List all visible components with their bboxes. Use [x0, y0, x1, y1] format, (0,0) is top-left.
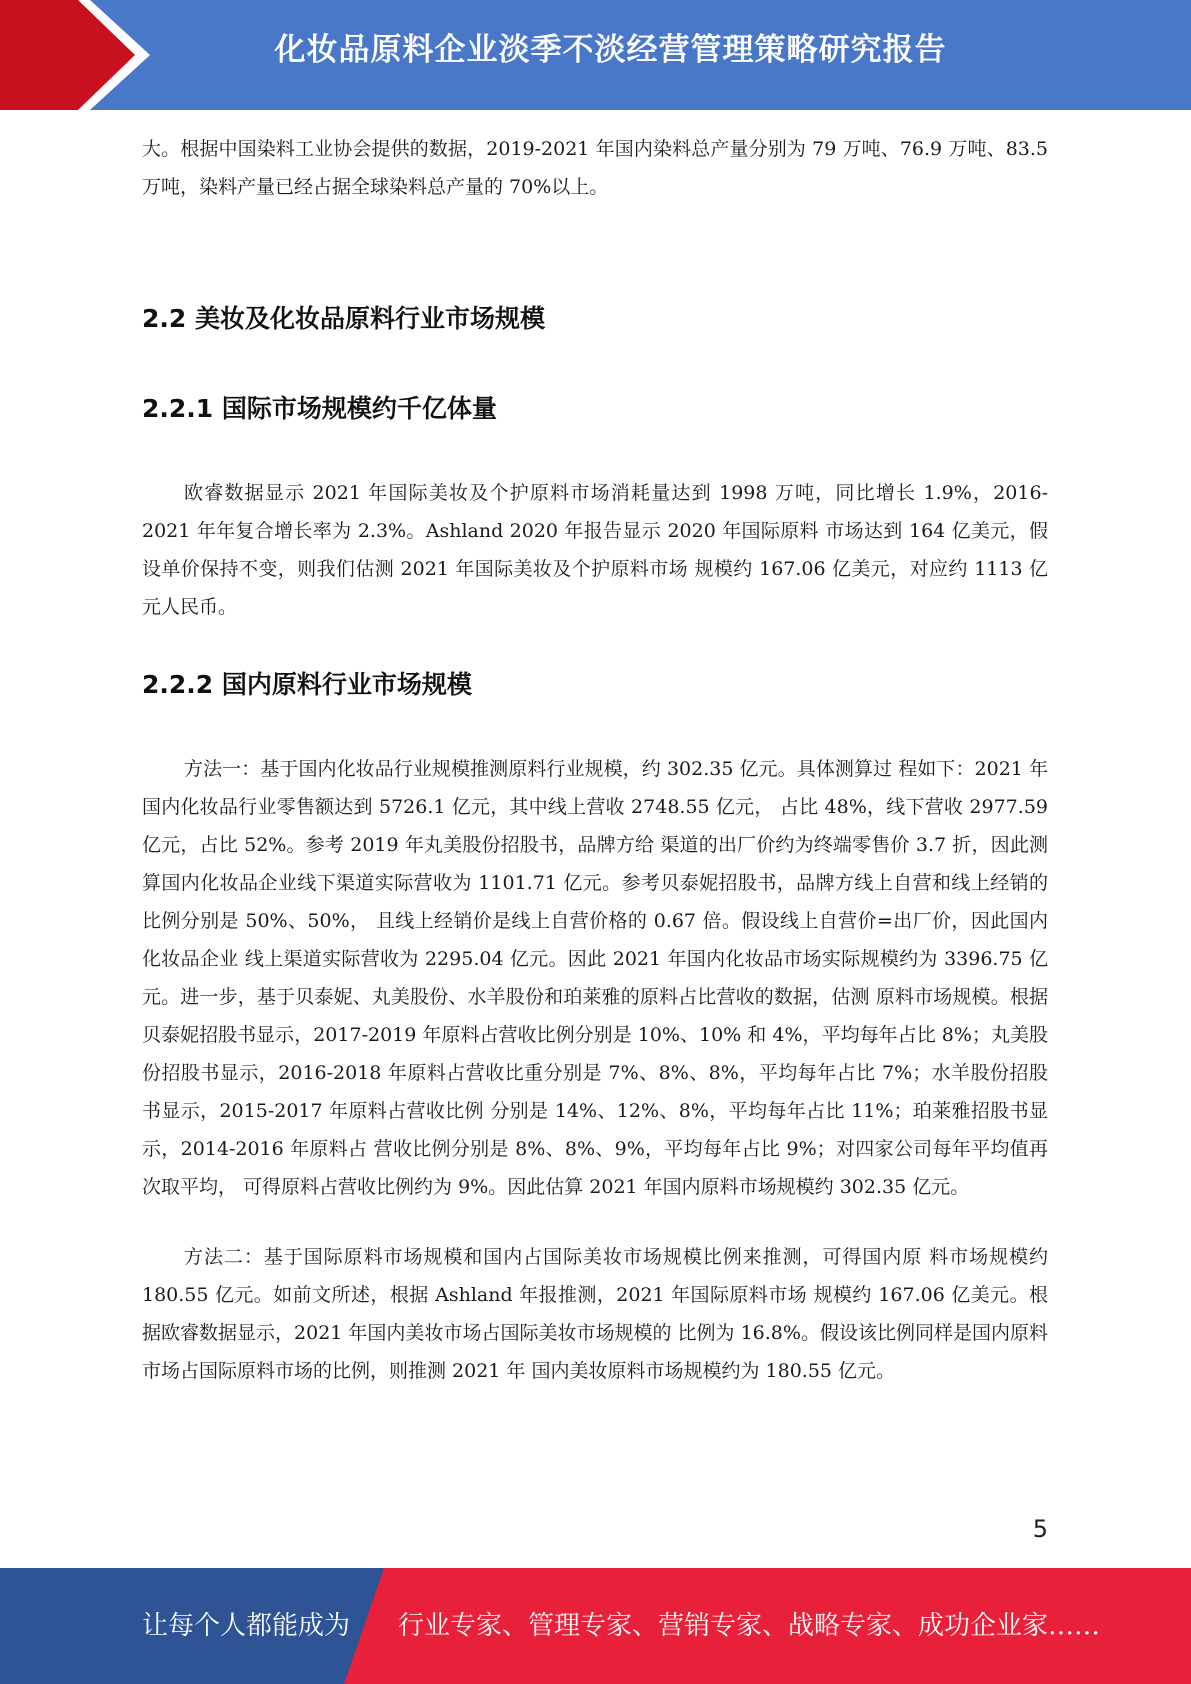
- method-two-paragraph: 方法二：基于国际原料市场规模和国内占国际美妆市场规模比例来推测，可得国内原 料市场规模约 180.55 亿元。如前文所述，根据 Ashland 年报推测，2021 年国际原料市场 规模约 167.06 亿美元。根据欧睿数据显示，2021 年国内美妆市场占国际美妆市场规模的 比例为 16.8%。假设该比例同样是国内原料市场占国际原料市场的比例，则推测 2021 年 国内美妆原料市场规模约为 180.55 亿元。: [142, 1246, 1048, 1382]
- page-body: [142, 130, 1048, 1390]
- intro-paragraph: 大。根据中国染料工业协会提供的数据，2019-2021 年国内染料总产量分别为 79 万吨、76.9 万吨、83.5 万吨，染料产量已经占据全球染料总产量的 70%以上。: [142, 138, 1048, 198]
- report-title: 化妆品原料企业淡季不淡经营管理策略研究报告: [274, 32, 947, 68]
- footer-slogan-left: 让每个人都能成为: [142, 1611, 351, 1641]
- report-header: [0, 0, 1191, 110]
- method-one-paragraph: 方法一：基于国内化妆品行业规模推测原料行业规模，约 302.35 亿元。具体测算过 程如下：2021 年国内化妆品行业零售额达到 5726.1 亿元，其中线上营收 2748.55 亿元， 占比 48%，线下营收 2977.59 亿元，占比 52%。参考 2019 年丸美股份招股书，品牌方给 渠道的出厂价约为终端零售价 3.7 折，因此测算国内化妆品企业线下渠道实际营收为 1101.71 亿元。参考贝泰妮招股书，品牌方线上自营和线上经销的比例分别是 50%、50%， 且线上经销价是线上自营价格的 0.67 倍。假设线上自营价=出厂价，因此国内化妆品企业 线上渠道实际营收为 2295.04 亿元。因此 2021 年国内化妆品市场实际规模约为 3396.75 亿元。进一步，基于贝泰妮、丸美股份、水羊股份和珀莱雅的原料占比营收的数据，估测 原料市场规模。根据贝泰妮招股书显示，2017-2019 年原料占营收比例分别是 10%、10% 和 4%，平均每年占比 8%；丸美股份招股书显示，2016-2018 年原料占营收比重分别是 7%、8%、8%，平均每年占比 7%；水羊股份招股书显示，2015-2017 年原料占营收比例 分别是 14%、12%、8%，平均每年占比 11%；珀莱雅招股书显示，2014-2016 年原料占 营收比例分别是 8%、8%、9%，平均每年占比 9%；对四家公司每年平均值再次取平均， 可得原料占营收比例约为 9%。因此估算 2021 年国内原料市场规模约 302.35 亿元。: [142, 758, 1048, 1198]
- section-2-2-1-paragraph: 欧睿数据显示 2021 年国际美妆及个护原料市场消耗量达到 1998 万吨，同比增长 1.9%，2016-2021 年年复合增长率为 2.3%。Ashland 2020 年报告显示 2020 年国际原料 市场达到 164 亿美元，假设单价保持不变，则我们估测 2021 年国际美妆及个护原料市场 规模约 167.06 亿美元，对应约 1113 亿元人民币。: [142, 482, 1048, 618]
- report-footer: [0, 1568, 1191, 1684]
- section-2-2-heading: 2.2 美妆及化妆品原料行业市场规模: [142, 304, 545, 333]
- section-2-2-1-heading: 2.2.1 国际市场规模约千亿体量: [142, 394, 497, 423]
- section-2-2-2-heading: 2.2.2 国内原料行业市场规模: [142, 670, 472, 699]
- footer-slogan-right: 行业专家、管理专家、营销专家、战略专家、成功企业家……: [398, 1611, 1101, 1641]
- page-number: 5: [1032, 1515, 1048, 1543]
